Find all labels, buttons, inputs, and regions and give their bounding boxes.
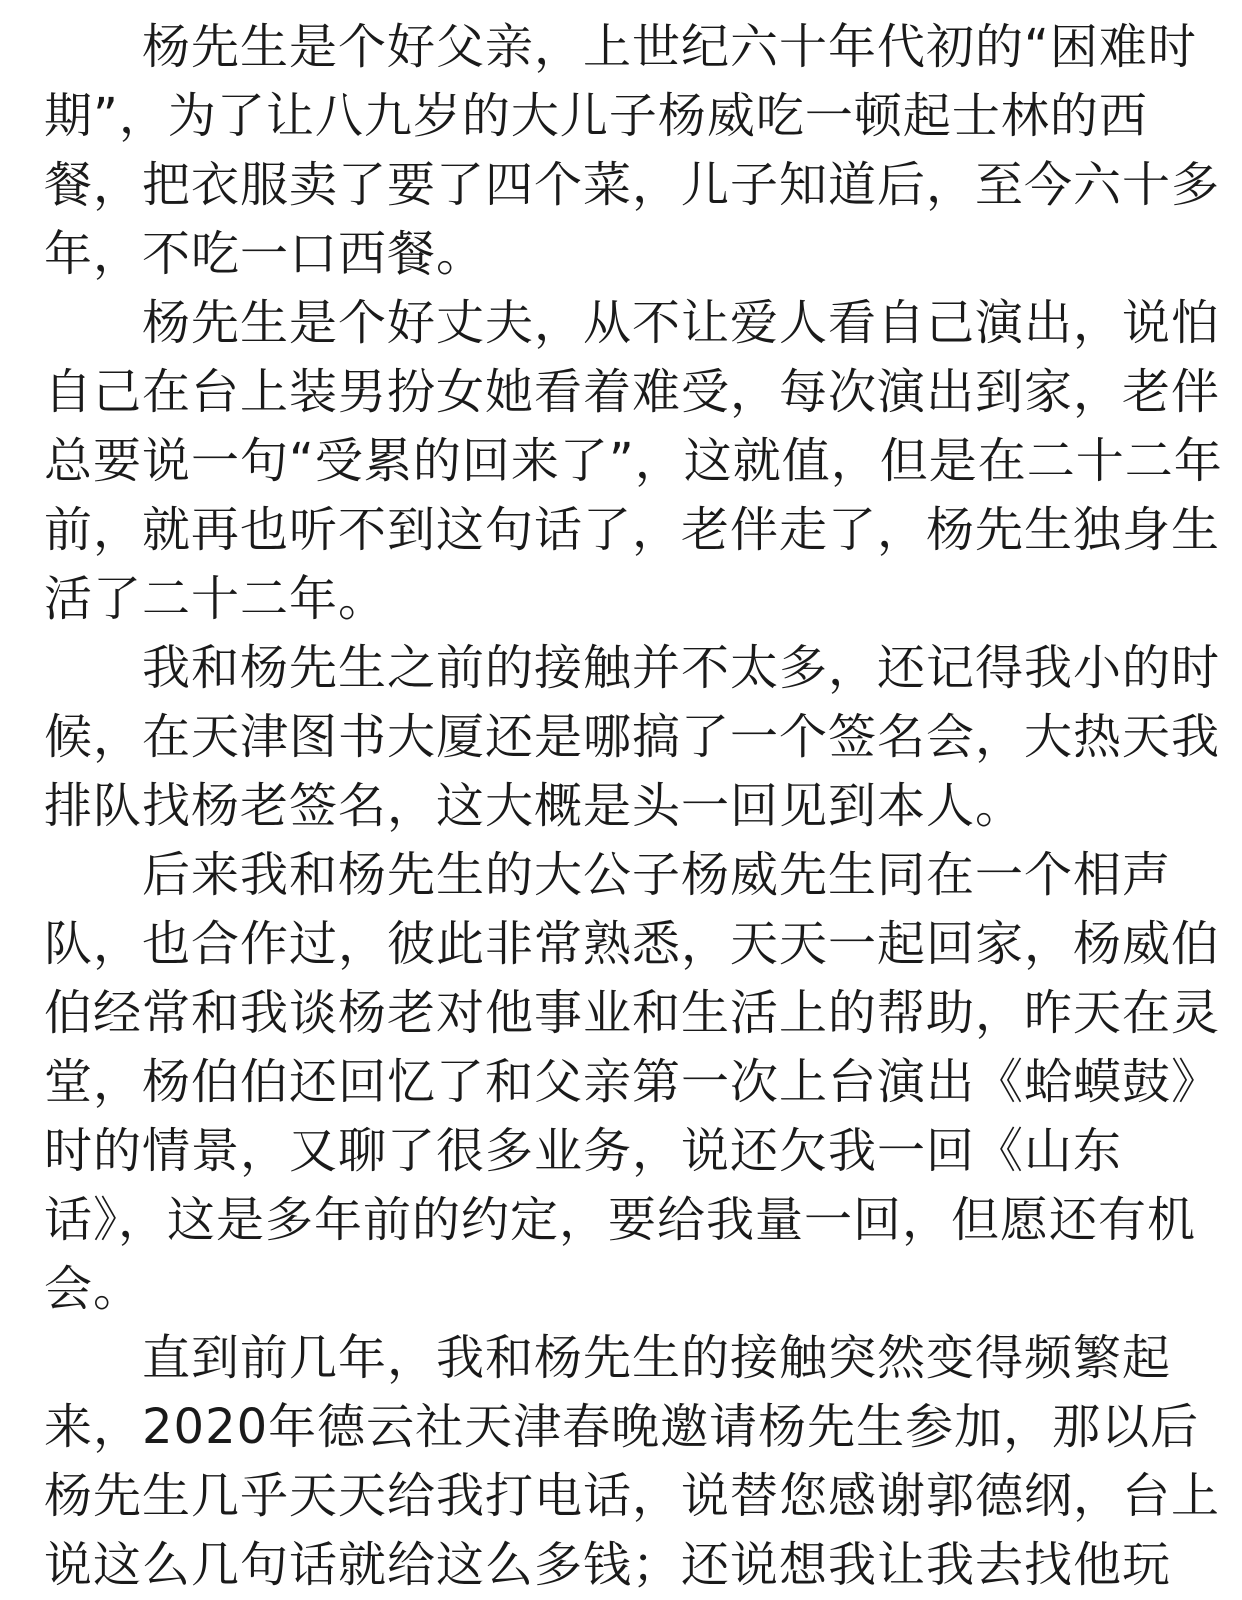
paragraph-line: 时的情景，又聊了很多业务，说还欠我一回《山东 [44, 1123, 1123, 1179]
paragraph-line: 餐，把衣服卖了要了四个菜，儿子知道后，至今六十多 [44, 157, 1221, 213]
paragraph-line: 活了二十二年。 [44, 571, 388, 627]
paragraph-line: 自己在台上装男扮女她看着难受，每次演出到家，老伴 [44, 364, 1221, 420]
paragraph-line: 话》，这是多年前的约定，要给我量一回，但愿还有机 [44, 1192, 1197, 1248]
paragraph [44, 289, 1223, 634]
paragraph-line: 期”，为了让八九岁的大儿子杨威吃一顿起士林的西 [44, 88, 1148, 144]
paragraph-first-line: 杨先生是个好丈夫，从不让爱人看自己演出，说怕 [142, 295, 1221, 351]
paragraph-first-line: 我和杨先生之前的接触并不太多，还记得我小的时 [142, 640, 1221, 696]
paragraph-first-line: 直到前几年，我和杨先生的接触突然变得频繁起 [142, 1330, 1172, 1386]
paragraph-line: 会。 [44, 1261, 143, 1317]
paragraph-line: 堂，杨伯伯还回忆了和父亲第一次上台演出《蛤蟆鼓》 [44, 1054, 1221, 1110]
paragraph [44, 634, 1221, 841]
paragraph-first-line: 后来我和杨先生的大公子杨威先生同在一个相声 [142, 847, 1172, 903]
paragraph-line: 年，不吃一口西餐。 [44, 226, 486, 282]
paragraph [44, 841, 1221, 1324]
article-body [44, 13, 1223, 1600]
paragraph-line: 说这么几句话就给这么多钱；还说想我让我去找他玩 [44, 1537, 1172, 1593]
paragraph-line: 杨先生几乎天天给我打电话，说替您感谢郭德纲，台上 [44, 1468, 1221, 1524]
paragraph [44, 1324, 1221, 1600]
paragraph-line: 排队找杨老签名，这大概是头一回见到本人。 [44, 778, 1025, 834]
paragraph-line: 来，2020年德云社天津春晚邀请杨先生参加，那以后 [44, 1399, 1200, 1455]
paragraph-line: 候，在天津图书大厦还是哪搞了一个签名会，大热天我 [44, 709, 1221, 765]
paragraph-line: 伯经常和我谈杨老对他事业和生活上的帮助，昨天在灵 [44, 985, 1221, 1041]
paragraph-line: 总要说一句“受累的回来了”，这就值，但是在二十二年 [44, 433, 1223, 489]
paragraph-line: 队，也合作过，彼此非常熟悉，天天一起回家，杨威伯 [44, 916, 1221, 972]
paragraph-first-line: 杨先生是个好父亲，上世纪六十年代初的“困难时 [142, 19, 1197, 75]
paragraph-line: 前，就再也听不到这句话了，老伴走了，杨先生独身生 [44, 502, 1221, 558]
paragraph [44, 13, 1221, 289]
